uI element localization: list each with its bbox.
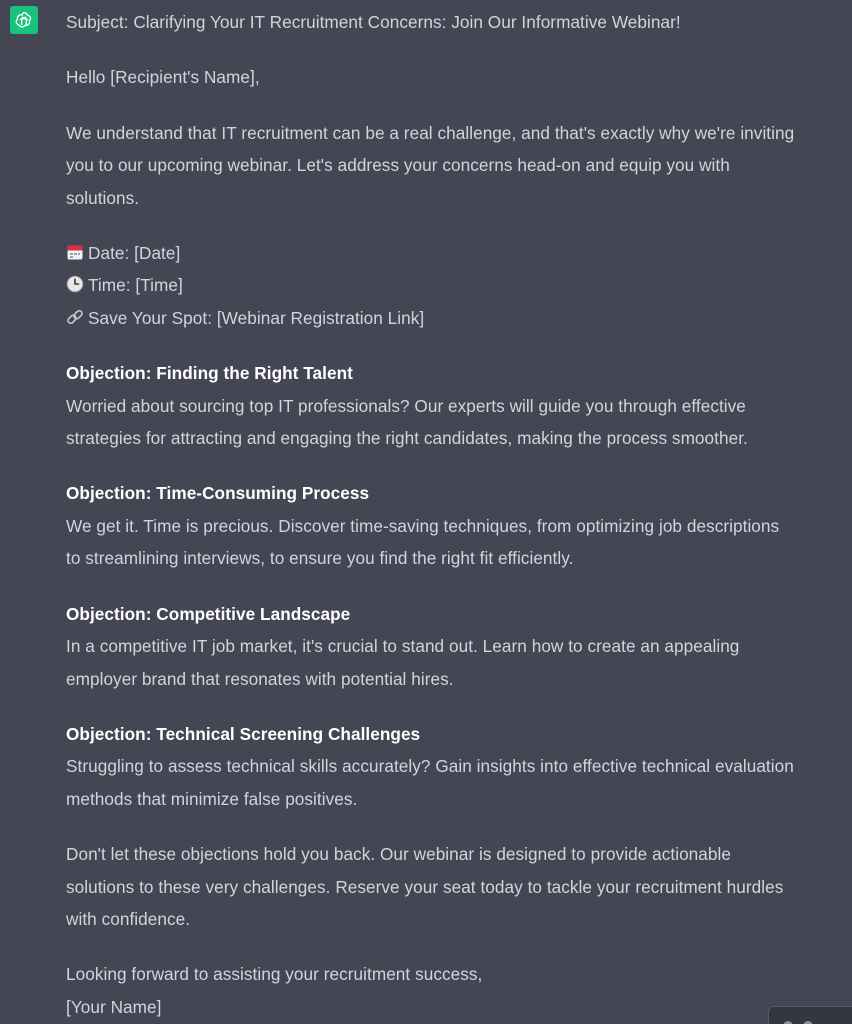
assistant-message [66, 6, 850, 1024]
closing-line: solutions to these very challenges. Reserve your seat today to tackle your recruitment hurdles [66, 876, 784, 897]
objection-line: Struggling to assess technical skills accurately? Gain insights into effective technical evaluation [66, 756, 794, 777]
assistant-avatar [10, 6, 38, 34]
objection-block [66, 477, 850, 574]
intro-line: solutions. [66, 187, 140, 208]
detail-time-label: Time: [Time] [88, 275, 183, 296]
detail-time [66, 269, 850, 301]
objection-line: strategies for attracting and engaging the right candidates, making the process smoother. [66, 428, 748, 449]
closing-line: Don't let these objections hold you back. Our webinar is designed to provide actionable [66, 844, 731, 865]
detail-date [66, 237, 850, 269]
email-signoff [66, 958, 850, 1023]
email-greeting: Hello [Recipient's Name], [66, 67, 260, 88]
openai-logo-icon [14, 10, 34, 30]
scroll-to-bottom-button[interactable] [768, 1006, 852, 1024]
detail-date-label: Date: [Date] [88, 243, 181, 264]
email-intro [66, 117, 850, 214]
objection-block [66, 357, 850, 454]
objection-block [66, 718, 850, 815]
objection-title: Objection: Competitive Landscape [66, 603, 351, 624]
intro-line: you to our upcoming webinar. Let's address your concerns head-on and equip you with [66, 155, 730, 176]
objection-title: Objection: Time-Consuming Process [66, 483, 370, 504]
link-icon [66, 308, 84, 326]
objection-line: Worried about sourcing top IT professionals? Our experts will guide you through effective [66, 395, 746, 416]
email-closing [66, 838, 850, 935]
closing-line: with confidence. [66, 908, 191, 929]
objection-block [66, 598, 850, 695]
objection-line: to streamlining interviews, to ensure you find the right fit efficiently. [66, 548, 574, 569]
objection-line: In a competitive IT job market, it's crucial to stand out. Learn how to create an appealing [66, 636, 740, 657]
detail-spot [66, 302, 850, 334]
intro-line: We understand that IT recruitment can be a real challenge, and that's exactly why we're inviting [66, 122, 795, 143]
objection-line: methods that minimize false positives. [66, 788, 358, 809]
signoff-line: Looking forward to assisting your recruitment success, [66, 964, 483, 985]
objection-line: We get it. Time is precious. Discover time-saving techniques, from optimizing job descriptions [66, 515, 780, 536]
objection-line: employer brand that resonates with potential hires. [66, 668, 454, 689]
webinar-details [66, 237, 850, 334]
detail-spot-label: Save Your Spot: [Webinar Registration Link] [88, 307, 425, 328]
clock-icon [66, 275, 84, 293]
calendar-icon [66, 243, 84, 261]
objection-title: Objection: Finding the Right Talent [66, 363, 353, 384]
email-subject: Subject: Clarifying Your IT Recruitment Concerns: Join Our Informative Webinar! [66, 12, 681, 32]
objection-title: Objection: Technical Screening Challenges [66, 723, 421, 744]
signature-line: [Your Name] [66, 996, 162, 1017]
